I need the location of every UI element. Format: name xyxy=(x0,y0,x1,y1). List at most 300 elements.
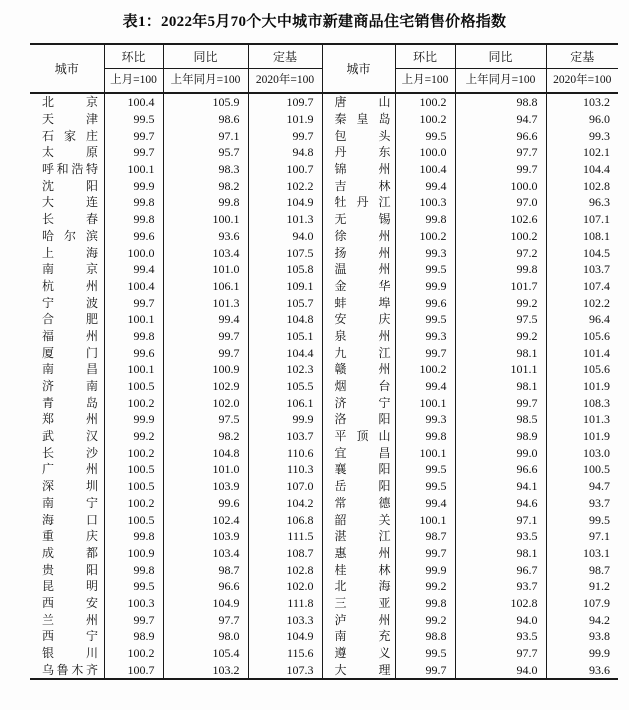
fixed-base-value: 107.0 xyxy=(248,478,322,495)
mom-value: 100.1 xyxy=(395,511,455,528)
yoy-value: 100.9 xyxy=(163,361,248,378)
city-cell xyxy=(322,495,395,512)
yoy-value: 99.2 xyxy=(455,294,546,311)
city-cell xyxy=(30,394,104,411)
table-row xyxy=(30,211,618,228)
fixed-base-value: 102.0 xyxy=(248,578,322,595)
fixed-base-value: 105.6 xyxy=(583,362,610,377)
city-cell xyxy=(30,161,104,178)
fixed-base-value: 102.1 xyxy=(583,145,610,160)
fixed-base-value: 106.8 xyxy=(248,511,322,528)
city-cell xyxy=(30,595,104,612)
yoy-value: 98.2 xyxy=(163,428,248,445)
fixed-base-value: 96.4 xyxy=(589,312,610,327)
city-name: 锦 州 xyxy=(334,162,391,177)
mom-value: 99.8 xyxy=(104,528,163,545)
fixed-base-value: 103.1 xyxy=(583,545,610,560)
mom-value: 99.5 xyxy=(395,461,455,478)
table-row xyxy=(30,545,618,562)
city-name: 厦 门 xyxy=(42,345,98,360)
yoy-value: 94.7 xyxy=(455,111,546,128)
city-cell xyxy=(30,144,104,161)
yoy-value: 98.7 xyxy=(163,561,248,578)
city-name: 福 州 xyxy=(42,328,98,343)
mom-value: 100.1 xyxy=(104,311,163,328)
city-name: 洛 阳 xyxy=(334,412,391,427)
table-row xyxy=(30,394,618,411)
city-name: 南 宁 xyxy=(42,495,98,510)
table-row xyxy=(30,294,618,311)
fixed-base-value: 101.9 xyxy=(583,379,610,394)
mom-value: 100.1 xyxy=(395,394,455,411)
fixed-base-value: 103.3 xyxy=(248,611,322,628)
yoy-value: 99.8 xyxy=(163,194,248,211)
yoy-value: 105.9 xyxy=(163,93,248,111)
fixed-base-value: 94.0 xyxy=(248,228,322,245)
mom-value: 99.5 xyxy=(395,478,455,495)
city-name: 广 州 xyxy=(42,462,98,477)
yoy-value: 104.9 xyxy=(163,595,248,612)
city-name: 吉 林 xyxy=(334,178,391,193)
city-name: 丹 东 xyxy=(334,145,391,160)
fixed-base-value: 111.5 xyxy=(248,528,322,545)
mom-value: 99.7 xyxy=(395,344,455,361)
fixed-base-value: 111.8 xyxy=(248,595,322,612)
table-row xyxy=(30,344,618,361)
city-name: 昆 明 xyxy=(42,579,98,594)
table-row xyxy=(30,278,618,295)
city-name: 扬 州 xyxy=(334,245,391,260)
yoy-value: 97.7 xyxy=(455,645,546,662)
fixed-base-value: 104.2 xyxy=(248,495,322,512)
city-name: 湛 江 xyxy=(334,529,391,544)
fixed-base-value: 99.9 xyxy=(248,411,322,428)
city-cell xyxy=(322,545,395,562)
city-cell xyxy=(322,478,395,495)
yoy-value: 102.9 xyxy=(163,378,248,395)
city-cell xyxy=(322,261,395,278)
mom-value: 99.9 xyxy=(104,411,163,428)
yoy-value: 98.5 xyxy=(455,411,546,428)
mom-value: 99.5 xyxy=(104,578,163,595)
city-cell xyxy=(30,611,104,628)
city-cell xyxy=(30,344,104,361)
table-row xyxy=(30,595,618,612)
fixed-base-value: 103.0 xyxy=(583,445,610,460)
fixed-base-value: 107.4 xyxy=(583,278,610,293)
fixed-base-value: 93.6 xyxy=(589,662,610,677)
mom-value: 99.2 xyxy=(395,578,455,595)
city-name: 桂 林 xyxy=(334,562,391,577)
table-row xyxy=(30,228,618,245)
mom-value: 99.7 xyxy=(104,144,163,161)
yoy-value: 101.7 xyxy=(455,278,546,295)
city-cell xyxy=(322,144,395,161)
header-city-right: 城市 xyxy=(322,44,395,93)
mom-value: 99.4 xyxy=(395,495,455,512)
table-row xyxy=(30,194,618,211)
yoy-value: 101.0 xyxy=(163,261,248,278)
city-cell xyxy=(322,161,395,178)
city-cell xyxy=(30,545,104,562)
city-name: 北 海 xyxy=(334,579,391,594)
mom-value: 100.2 xyxy=(104,645,163,662)
city-name: 安 庆 xyxy=(334,312,391,327)
yoy-value: 97.5 xyxy=(163,411,248,428)
yoy-value: 96.6 xyxy=(455,461,546,478)
city-cell xyxy=(30,528,104,545)
city-cell xyxy=(30,311,104,328)
city-cell xyxy=(322,278,395,295)
yoy-value: 93.6 xyxy=(163,228,248,245)
mom-value: 99.2 xyxy=(395,611,455,628)
mom-value: 99.4 xyxy=(395,177,455,194)
city-cell xyxy=(322,211,395,228)
table-row xyxy=(30,311,618,328)
mom-value: 100.1 xyxy=(395,444,455,461)
fixed-base-value: 101.9 xyxy=(583,429,610,444)
table-row xyxy=(30,561,618,578)
price-index-table xyxy=(30,43,618,680)
city-cell xyxy=(30,244,104,261)
fixed-base-value: 97.1 xyxy=(589,529,610,544)
city-cell xyxy=(322,378,395,395)
mom-value: 99.5 xyxy=(104,111,163,128)
city-cell xyxy=(322,428,395,445)
city-name: 合 肥 xyxy=(42,312,98,327)
fixed-base-value: 108.3 xyxy=(583,395,610,410)
city-cell xyxy=(322,628,395,645)
header-yoy-right: 同比 xyxy=(455,44,546,69)
city-name: 金 华 xyxy=(334,278,391,293)
mom-value: 99.8 xyxy=(395,428,455,445)
yoy-value: 97.7 xyxy=(455,144,546,161)
city-name: 银 川 xyxy=(42,646,98,661)
yoy-value: 103.4 xyxy=(163,244,248,261)
yoy-value: 101.0 xyxy=(163,461,248,478)
city-name: 岳 阳 xyxy=(334,479,391,494)
city-cell xyxy=(322,595,395,612)
yoy-value: 103.2 xyxy=(163,661,248,679)
yoy-value: 98.3 xyxy=(163,161,248,178)
table-row xyxy=(30,528,618,545)
mom-value: 100.3 xyxy=(104,595,163,612)
fixed-base-value: 102.2 xyxy=(248,177,322,194)
city-name: 兰 州 xyxy=(42,612,98,627)
table-row xyxy=(30,244,618,261)
city-name: 襄 阳 xyxy=(334,462,391,477)
mom-value: 100.2 xyxy=(104,394,163,411)
table-row xyxy=(30,161,618,178)
yoy-value: 98.2 xyxy=(163,177,248,194)
mom-value: 99.7 xyxy=(395,661,455,679)
yoy-value: 98.1 xyxy=(455,378,546,395)
fixed-base-value: 103.2 xyxy=(583,95,610,110)
mom-value: 100.9 xyxy=(104,545,163,562)
yoy-value: 105.4 xyxy=(163,645,248,662)
yoy-value: 99.7 xyxy=(455,394,546,411)
city-cell xyxy=(30,561,104,578)
table-row xyxy=(30,411,618,428)
fixed-base-value: 107.1 xyxy=(583,212,610,227)
fixed-base-value: 91.2 xyxy=(589,579,610,594)
mom-value: 100.3 xyxy=(395,194,455,211)
city-name: 济 南 xyxy=(42,379,98,394)
city-cell xyxy=(30,661,104,679)
city-name: 大 连 xyxy=(42,195,98,210)
mom-value: 99.7 xyxy=(104,294,163,311)
yoy-value: 93.5 xyxy=(455,528,546,545)
yoy-value: 97.1 xyxy=(455,511,546,528)
fixed-base-value: 96.3 xyxy=(589,195,610,210)
fixed-base-value: 102.8 xyxy=(583,178,610,193)
yoy-value: 99.4 xyxy=(163,311,248,328)
city-name: 泸 州 xyxy=(334,612,391,627)
mom-value: 100.5 xyxy=(104,461,163,478)
mom-value: 99.7 xyxy=(395,545,455,562)
city-name: 秦 皇 岛 xyxy=(334,112,391,127)
yoy-value: 93.7 xyxy=(455,578,546,595)
mom-value: 99.6 xyxy=(104,344,163,361)
table-header xyxy=(30,44,618,93)
city-name: 西 安 xyxy=(42,595,98,610)
yoy-value: 96.7 xyxy=(455,561,546,578)
city-cell xyxy=(30,127,104,144)
city-cell xyxy=(30,628,104,645)
yoy-value: 106.1 xyxy=(163,278,248,295)
yoy-value: 98.1 xyxy=(455,545,546,562)
city-cell xyxy=(30,478,104,495)
table-row xyxy=(30,361,618,378)
fixed-base-value: 107.9 xyxy=(583,595,610,610)
mom-value: 100.2 xyxy=(104,495,163,512)
fixed-base-value: 108.7 xyxy=(248,545,322,562)
city-name: 蚌 埠 xyxy=(334,295,391,310)
city-name: 大 理 xyxy=(334,662,391,677)
header-yoy-base-left: 上年同月=100 xyxy=(163,69,248,94)
city-cell xyxy=(322,661,395,679)
city-name: 成 都 xyxy=(42,545,98,560)
table-row xyxy=(30,511,618,528)
header-fixed-left: 定基 xyxy=(248,44,322,69)
mom-value: 98.9 xyxy=(104,628,163,645)
fixed-base-value: 103.7 xyxy=(583,262,610,277)
fixed-base-value: 104.4 xyxy=(248,344,322,361)
mom-value: 100.0 xyxy=(395,144,455,161)
mom-value: 100.2 xyxy=(395,111,455,128)
city-cell xyxy=(322,311,395,328)
yoy-value: 94.6 xyxy=(455,495,546,512)
fixed-base-value: 105.8 xyxy=(248,261,322,278)
yoy-value: 97.2 xyxy=(455,244,546,261)
table-row xyxy=(30,461,618,478)
table-row xyxy=(30,645,618,662)
mom-value: 99.3 xyxy=(395,411,455,428)
city-name: 南 充 xyxy=(334,629,391,644)
table-row xyxy=(30,661,618,679)
header-mom-base-left: 上月=100 xyxy=(104,69,163,94)
mom-value: 99.5 xyxy=(395,261,455,278)
yoy-value: 95.7 xyxy=(163,144,248,161)
fixed-base-value: 101.4 xyxy=(583,345,610,360)
city-cell xyxy=(322,111,395,128)
header-mom-left: 环比 xyxy=(104,44,163,69)
fixed-base-value: 98.7 xyxy=(589,562,610,577)
header-yoy-base-right: 上年同月=100 xyxy=(455,69,546,94)
fixed-base-value: 99.3 xyxy=(589,128,610,143)
yoy-value: 99.7 xyxy=(455,161,546,178)
city-name: 青 岛 xyxy=(42,395,98,410)
mom-value: 99.2 xyxy=(104,428,163,445)
mom-value: 99.5 xyxy=(395,311,455,328)
fixed-base-value: 102.2 xyxy=(583,295,610,310)
mom-value: 99.8 xyxy=(104,328,163,345)
header-city-left: 城市 xyxy=(30,44,104,93)
mom-value: 99.4 xyxy=(395,378,455,395)
fixed-base-value: 110.6 xyxy=(248,444,322,461)
city-name: 宁 波 xyxy=(42,295,98,310)
mom-value: 99.6 xyxy=(104,228,163,245)
mom-value: 99.9 xyxy=(395,278,455,295)
city-cell xyxy=(30,645,104,662)
fixed-base-value: 105.6 xyxy=(583,328,610,343)
city-name: 唐 山 xyxy=(334,95,391,110)
header-yoy-left: 同比 xyxy=(163,44,248,69)
mom-value: 100.5 xyxy=(104,378,163,395)
mom-value: 99.5 xyxy=(395,127,455,144)
city-name: 遵 义 xyxy=(334,646,391,661)
city-name: 南 京 xyxy=(42,262,98,277)
city-cell xyxy=(322,127,395,144)
city-cell xyxy=(30,411,104,428)
yoy-value: 103.4 xyxy=(163,545,248,562)
city-cell xyxy=(30,444,104,461)
city-cell xyxy=(322,194,395,211)
fixed-base-value: 115.6 xyxy=(248,645,322,662)
fixed-base-value: 107.3 xyxy=(248,661,322,679)
mom-value: 99.4 xyxy=(104,261,163,278)
city-cell xyxy=(322,394,395,411)
mom-value: 100.2 xyxy=(104,444,163,461)
yoy-value: 99.8 xyxy=(455,261,546,278)
fixed-base-value: 105.5 xyxy=(248,378,322,395)
mom-value: 99.3 xyxy=(395,244,455,261)
header-fixed-right: 定基 xyxy=(546,44,618,69)
city-name: 上 海 xyxy=(42,245,98,260)
table-row xyxy=(30,495,618,512)
city-cell xyxy=(322,361,395,378)
table-row xyxy=(30,611,618,628)
fixed-base-value: 99.9 xyxy=(589,646,610,661)
mom-value: 99.8 xyxy=(395,595,455,612)
city-name: 深 圳 xyxy=(42,479,98,494)
fixed-base-value: 104.9 xyxy=(248,628,322,645)
mom-value: 100.1 xyxy=(104,161,163,178)
yoy-value: 99.7 xyxy=(163,328,248,345)
mom-value: 99.7 xyxy=(104,127,163,144)
yoy-value: 94.0 xyxy=(455,611,546,628)
city-cell xyxy=(322,444,395,461)
city-cell xyxy=(30,511,104,528)
city-cell xyxy=(30,278,104,295)
city-name: 郑 州 xyxy=(42,412,98,427)
yoy-value: 96.6 xyxy=(455,127,546,144)
fixed-base-value: 106.1 xyxy=(248,394,322,411)
yoy-value: 101.3 xyxy=(163,294,248,311)
yoy-value: 103.9 xyxy=(163,528,248,545)
city-cell xyxy=(30,261,104,278)
table-row xyxy=(30,261,618,278)
mom-value: 99.3 xyxy=(395,328,455,345)
city-cell xyxy=(30,461,104,478)
fixed-base-value: 94.2 xyxy=(589,612,610,627)
table-row xyxy=(30,428,618,445)
city-name: 乌 鲁 木 齐 xyxy=(42,662,98,677)
fixed-base-value: 108.1 xyxy=(583,228,610,243)
table-row xyxy=(30,328,618,345)
fixed-base-value: 94.7 xyxy=(589,479,610,494)
city-cell xyxy=(30,93,104,111)
city-cell xyxy=(322,461,395,478)
mom-value: 100.0 xyxy=(104,244,163,261)
mom-value: 100.5 xyxy=(104,511,163,528)
table-row xyxy=(30,478,618,495)
table-row xyxy=(30,144,618,161)
city-name: 重 庆 xyxy=(42,529,98,544)
fixed-base-value: 102.3 xyxy=(248,361,322,378)
city-cell xyxy=(322,228,395,245)
city-cell xyxy=(322,244,395,261)
mom-value: 100.2 xyxy=(395,93,455,111)
city-cell xyxy=(322,561,395,578)
yoy-value: 104.8 xyxy=(163,444,248,461)
city-cell xyxy=(322,528,395,545)
city-name: 赣 州 xyxy=(334,362,391,377)
table-row xyxy=(30,177,618,194)
yoy-value: 99.2 xyxy=(455,328,546,345)
mom-value: 100.2 xyxy=(395,228,455,245)
city-name: 太 原 xyxy=(42,145,98,160)
city-name: 天 津 xyxy=(42,112,98,127)
city-cell xyxy=(30,294,104,311)
header-mom-right: 环比 xyxy=(395,44,455,69)
yoy-value: 94.0 xyxy=(455,661,546,679)
fixed-base-value: 105.1 xyxy=(248,328,322,345)
fixed-base-value: 101.9 xyxy=(248,111,322,128)
city-cell xyxy=(322,578,395,595)
city-name: 常 德 xyxy=(334,495,391,510)
table-row xyxy=(30,93,618,111)
table-row xyxy=(30,127,618,144)
fixed-base-value: 103.7 xyxy=(248,428,322,445)
yoy-value: 103.9 xyxy=(163,478,248,495)
city-name: 韶 关 xyxy=(334,512,391,527)
yoy-value: 97.1 xyxy=(163,127,248,144)
yoy-value: 93.5 xyxy=(455,628,546,645)
header-fixed-base-left: 2020年=100 xyxy=(248,69,322,94)
table-row xyxy=(30,111,618,128)
fixed-base-value: 99.5 xyxy=(589,512,610,527)
mom-value: 100.4 xyxy=(395,161,455,178)
mom-value: 98.7 xyxy=(395,528,455,545)
mom-value: 100.4 xyxy=(104,93,163,111)
city-name: 宜 昌 xyxy=(334,445,391,460)
city-name: 南 昌 xyxy=(42,362,98,377)
city-cell xyxy=(322,177,395,194)
city-name: 无 锡 xyxy=(334,212,391,227)
mom-value: 100.2 xyxy=(395,361,455,378)
yoy-value: 98.0 xyxy=(163,628,248,645)
